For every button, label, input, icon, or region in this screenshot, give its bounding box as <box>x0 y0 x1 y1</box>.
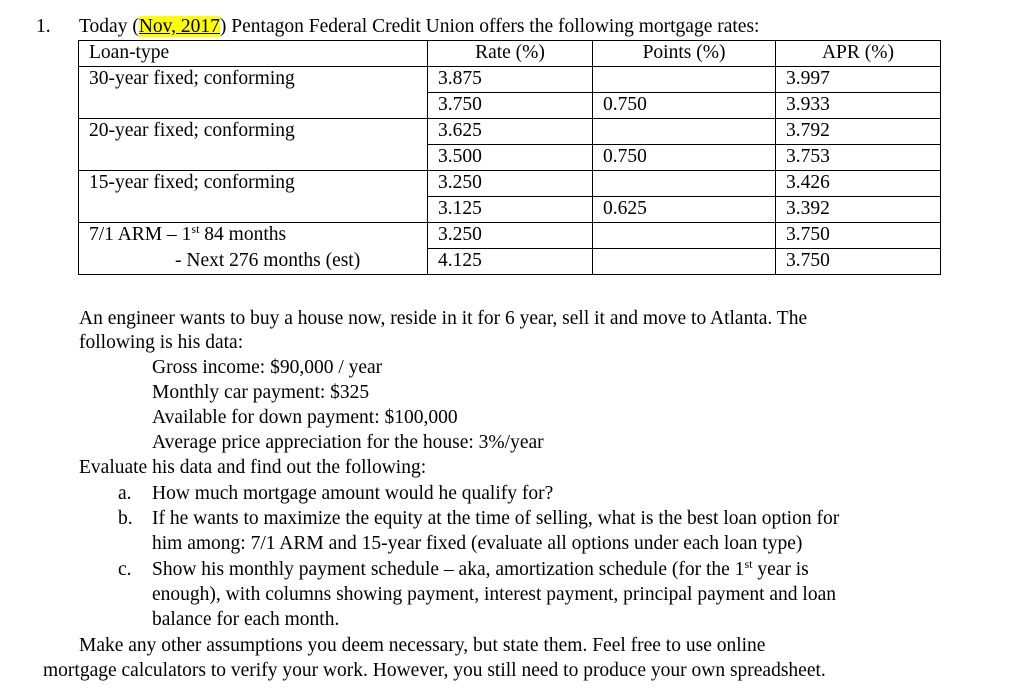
cell-loan: 20-year fixed; conforming <box>79 119 428 145</box>
cell-rate: 4.125 <box>428 249 593 275</box>
cell-points <box>593 223 776 249</box>
cell-loan <box>79 197 428 223</box>
sub-question-b-line-1: If he wants to maximize the equity at the time of selling, what is the best loan option for <box>152 508 840 529</box>
table-row <box>79 171 941 197</box>
sub-question-c-label: c. <box>118 559 132 580</box>
cell-rate: 3.875 <box>428 67 593 93</box>
loan-arm-pre: 7/1 ARM – 1 <box>89 224 192 245</box>
title-post: ) Pentagon Federal Credit Union offers the following mortgage rates: <box>219 16 760 37</box>
cell-loan: - Next 276 months (est) <box>79 249 428 275</box>
cell-apr: 3.997 <box>776 67 941 93</box>
cell-points: 0.625 <box>593 197 776 223</box>
cell-points: 0.750 <box>593 93 776 119</box>
cell-apr: 3.392 <box>776 197 941 223</box>
cell-apr: 3.750 <box>776 223 941 249</box>
loan-arm-sup: st <box>191 222 200 236</box>
sub-question-a-label: a. <box>118 483 132 504</box>
closing-line-1: Make any other assumptions you deem necessary, but state them. Feel free to use online <box>79 635 766 656</box>
table-row <box>79 93 941 119</box>
data-gross-income: Gross income: $90,000 / year <box>152 357 383 378</box>
cell-rate: 3.625 <box>428 119 593 145</box>
loan-arm-post: 84 months <box>199 224 287 245</box>
c-line1-sup: st <box>744 557 753 571</box>
sub-question-c-line-2: enough), with columns showing payment, interest payment, principal payment and loan <box>152 584 836 605</box>
cell-points: 0.750 <box>593 145 776 171</box>
cell-apr: 3.426 <box>776 171 941 197</box>
table-row <box>79 249 941 275</box>
evaluate-line: Evaluate his data and find out the following: <box>79 457 427 478</box>
cell-rate: 3.750 <box>428 93 593 119</box>
header-loan-type: Loan-type <box>79 41 428 67</box>
table-row <box>79 145 941 171</box>
title-pre: Today ( <box>79 16 139 37</box>
cell-points <box>593 67 776 93</box>
cell-apr: 3.792 <box>776 119 941 145</box>
title-date-highlight: Nov, 2017 <box>138 16 220 37</box>
cell-loan <box>79 223 428 249</box>
table-header-row <box>79 41 941 67</box>
data-car-payment: Monthly car payment: $325 <box>152 382 370 403</box>
cell-loan: 15-year fixed; conforming <box>79 171 428 197</box>
c-line1-post: year is <box>752 559 809 580</box>
sub-question-a-line-1: How much mortgage amount would he qualify for? <box>152 483 554 504</box>
sub-question-b-line-2: him among: 7/1 ARM and 15-year fixed (evaluate all options under each loan type) <box>152 533 803 554</box>
cell-points <box>593 249 776 275</box>
table-row <box>79 197 941 223</box>
question-title <box>79 14 759 39</box>
mortgage-rates-table <box>78 40 941 275</box>
cell-loan: 30-year fixed; conforming <box>79 67 428 93</box>
data-down-payment: Available for down payment: $100,000 <box>152 407 458 428</box>
cell-loan <box>79 145 428 171</box>
cell-apr: 3.933 <box>776 93 941 119</box>
sub-question-b-label: b. <box>118 508 133 529</box>
intro-line-1: An engineer wants to buy a house now, reside in it for 6 year, sell it and move to Atlanta. The <box>79 308 808 329</box>
cell-rate: 3.125 <box>428 197 593 223</box>
sub-question-c-line-3: balance for each month. <box>152 609 340 630</box>
table-row <box>79 119 941 145</box>
intro-line-2: following is his data: <box>79 332 244 353</box>
cell-loan <box>79 93 428 119</box>
closing-line-2: mortgage calculators to verify your work. However, you still need to produce your own spreadsheet. <box>43 660 826 681</box>
cell-rate: 3.250 <box>428 171 593 197</box>
table-row <box>79 223 941 249</box>
sub-question-c-line-1 <box>152 557 809 582</box>
cell-apr: 3.753 <box>776 145 941 171</box>
header-points: Points (%) <box>593 41 776 67</box>
header-apr: APR (%) <box>776 41 941 67</box>
data-price-appreciation: Average price appreciation for the house: 3%/year <box>152 432 544 453</box>
cell-rate: 3.250 <box>428 223 593 249</box>
header-rate: Rate (%) <box>428 41 593 67</box>
c-line1-pre: Show his monthly payment schedule – aka, amortization schedule (for the 1 <box>152 559 745 580</box>
cell-rate: 3.500 <box>428 145 593 171</box>
cell-apr: 3.750 <box>776 249 941 275</box>
table-row <box>79 67 941 93</box>
question-number: 1. <box>36 16 51 37</box>
cell-points <box>593 119 776 145</box>
cell-points <box>593 171 776 197</box>
